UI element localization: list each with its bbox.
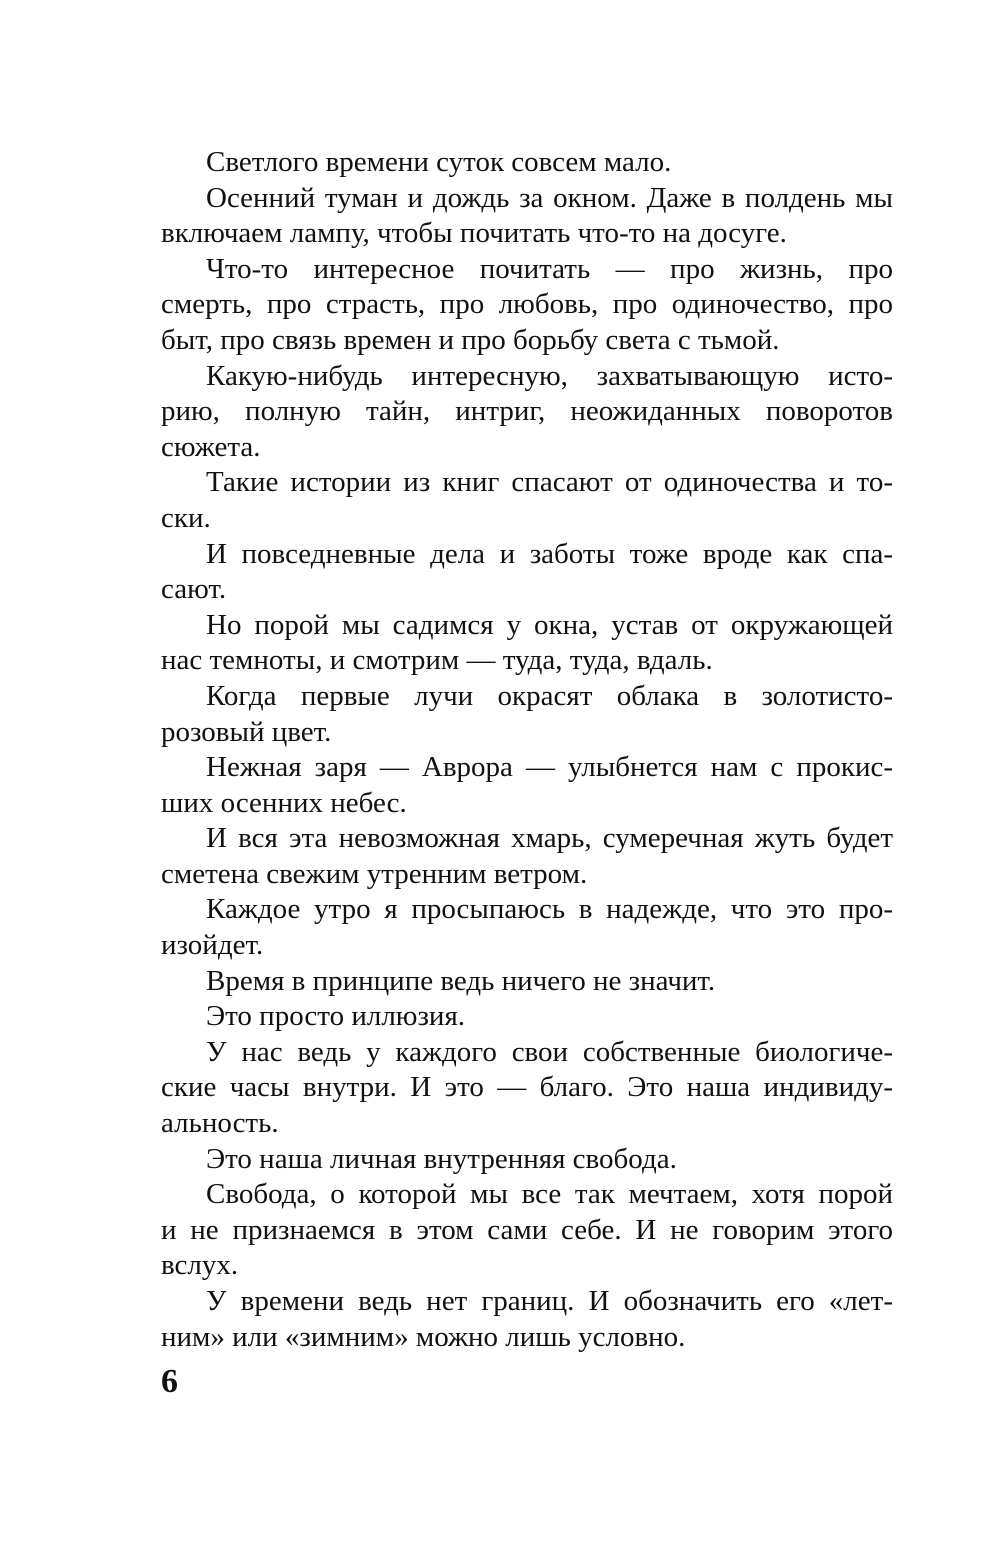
- text-line: Это просто иллюзия.: [206, 1000, 466, 1033]
- page-body: [161, 145, 893, 1355]
- paragraph: [161, 1142, 893, 1178]
- text-line: включаем лампу, чтобы почитать что-то на досуге.: [161, 217, 787, 250]
- text-line: Осенний туман и дождь за окном. Даже в полдень мы: [206, 181, 893, 214]
- text-line: розовый цвет.: [161, 715, 332, 748]
- text-line: смерть, про страсть, про любовь, про одиночество, про: [161, 288, 893, 321]
- text-line: изойдет.: [161, 929, 264, 962]
- text-line: Каждое утро я просыпаюсь в надежде, что это про-: [206, 893, 893, 926]
- text-line: И повседневные дела и заботы тоже вроде как спа-: [206, 537, 893, 570]
- paragraph: [161, 181, 893, 252]
- text-line: сюжета.: [161, 430, 261, 463]
- text-line: нас темноты, и смотрим — туда, туда, вдаль.: [161, 644, 713, 677]
- text-line: и не признаемся в этом сами себе. И не говорим этого: [161, 1213, 893, 1246]
- text-line: У нас ведь у каждого свои собственные биологиче-: [206, 1035, 893, 1068]
- paragraph: [161, 359, 893, 466]
- text-line: И вся эта невозможная хмарь, сумеречная жуть будет: [206, 822, 893, 855]
- text-line: Что-то интересное почитать — про жизнь, про: [206, 252, 893, 285]
- text-line: сают.: [161, 573, 227, 606]
- text-line: Нежная заря — Аврора — улыбнется нам с прокис-: [206, 751, 893, 784]
- paragraph: [161, 608, 893, 679]
- paragraph: [161, 1035, 893, 1142]
- text-line: Это наша личная внутренняя свобода.: [206, 1142, 677, 1175]
- paragraph: [161, 537, 893, 608]
- text-line: ним» или «зимним» можно лишь условно.: [161, 1320, 686, 1353]
- text-line: сметена свежим утренним ветром.: [161, 857, 588, 890]
- paragraph: [161, 750, 893, 821]
- text-line: Такие истории из книг спасают от одиночества и то-: [206, 466, 893, 499]
- paragraph: [161, 999, 893, 1035]
- paragraph: [161, 679, 893, 750]
- paragraph: [161, 1177, 893, 1284]
- paragraph: [161, 964, 893, 1000]
- text-line: рию, полную тайн, интриг, неожиданных поворотов: [161, 395, 893, 428]
- text-line: Когда первые лучи окрасят облака в золотисто-: [206, 679, 893, 712]
- paragraph: [161, 821, 893, 892]
- paragraph: [161, 465, 893, 536]
- page-number: 6: [161, 1363, 178, 1400]
- text-line: Но порой мы садимся у окна, устав от окружающей: [206, 608, 893, 641]
- paragraph: [161, 145, 893, 181]
- paragraph: [161, 892, 893, 963]
- text-line: ски.: [161, 501, 211, 534]
- text-line: У времени ведь нет границ. И обозначить его «лет-: [206, 1285, 893, 1317]
- text-line: ские часы внутри. И это — благо. Это наша индивиду-: [161, 1071, 893, 1104]
- text-line: ших осенних небес.: [161, 786, 407, 819]
- text-line: альность.: [161, 1107, 279, 1140]
- text-line: Какую-нибудь интересную, захватывающую исто-: [206, 359, 893, 392]
- paragraph: [161, 1284, 893, 1355]
- text-line: вслух.: [161, 1249, 239, 1282]
- text-line: Светлого времени суток совсем мало.: [206, 146, 672, 178]
- text-line: Свобода, о которой мы все так мечтаем, хотя порой: [206, 1178, 893, 1211]
- text-line: быт, про связь времен и про борьбу света с тьмой.: [161, 323, 780, 356]
- paragraph: [161, 252, 893, 359]
- text-line: Время в принципе ведь ничего не значит.: [206, 964, 716, 997]
